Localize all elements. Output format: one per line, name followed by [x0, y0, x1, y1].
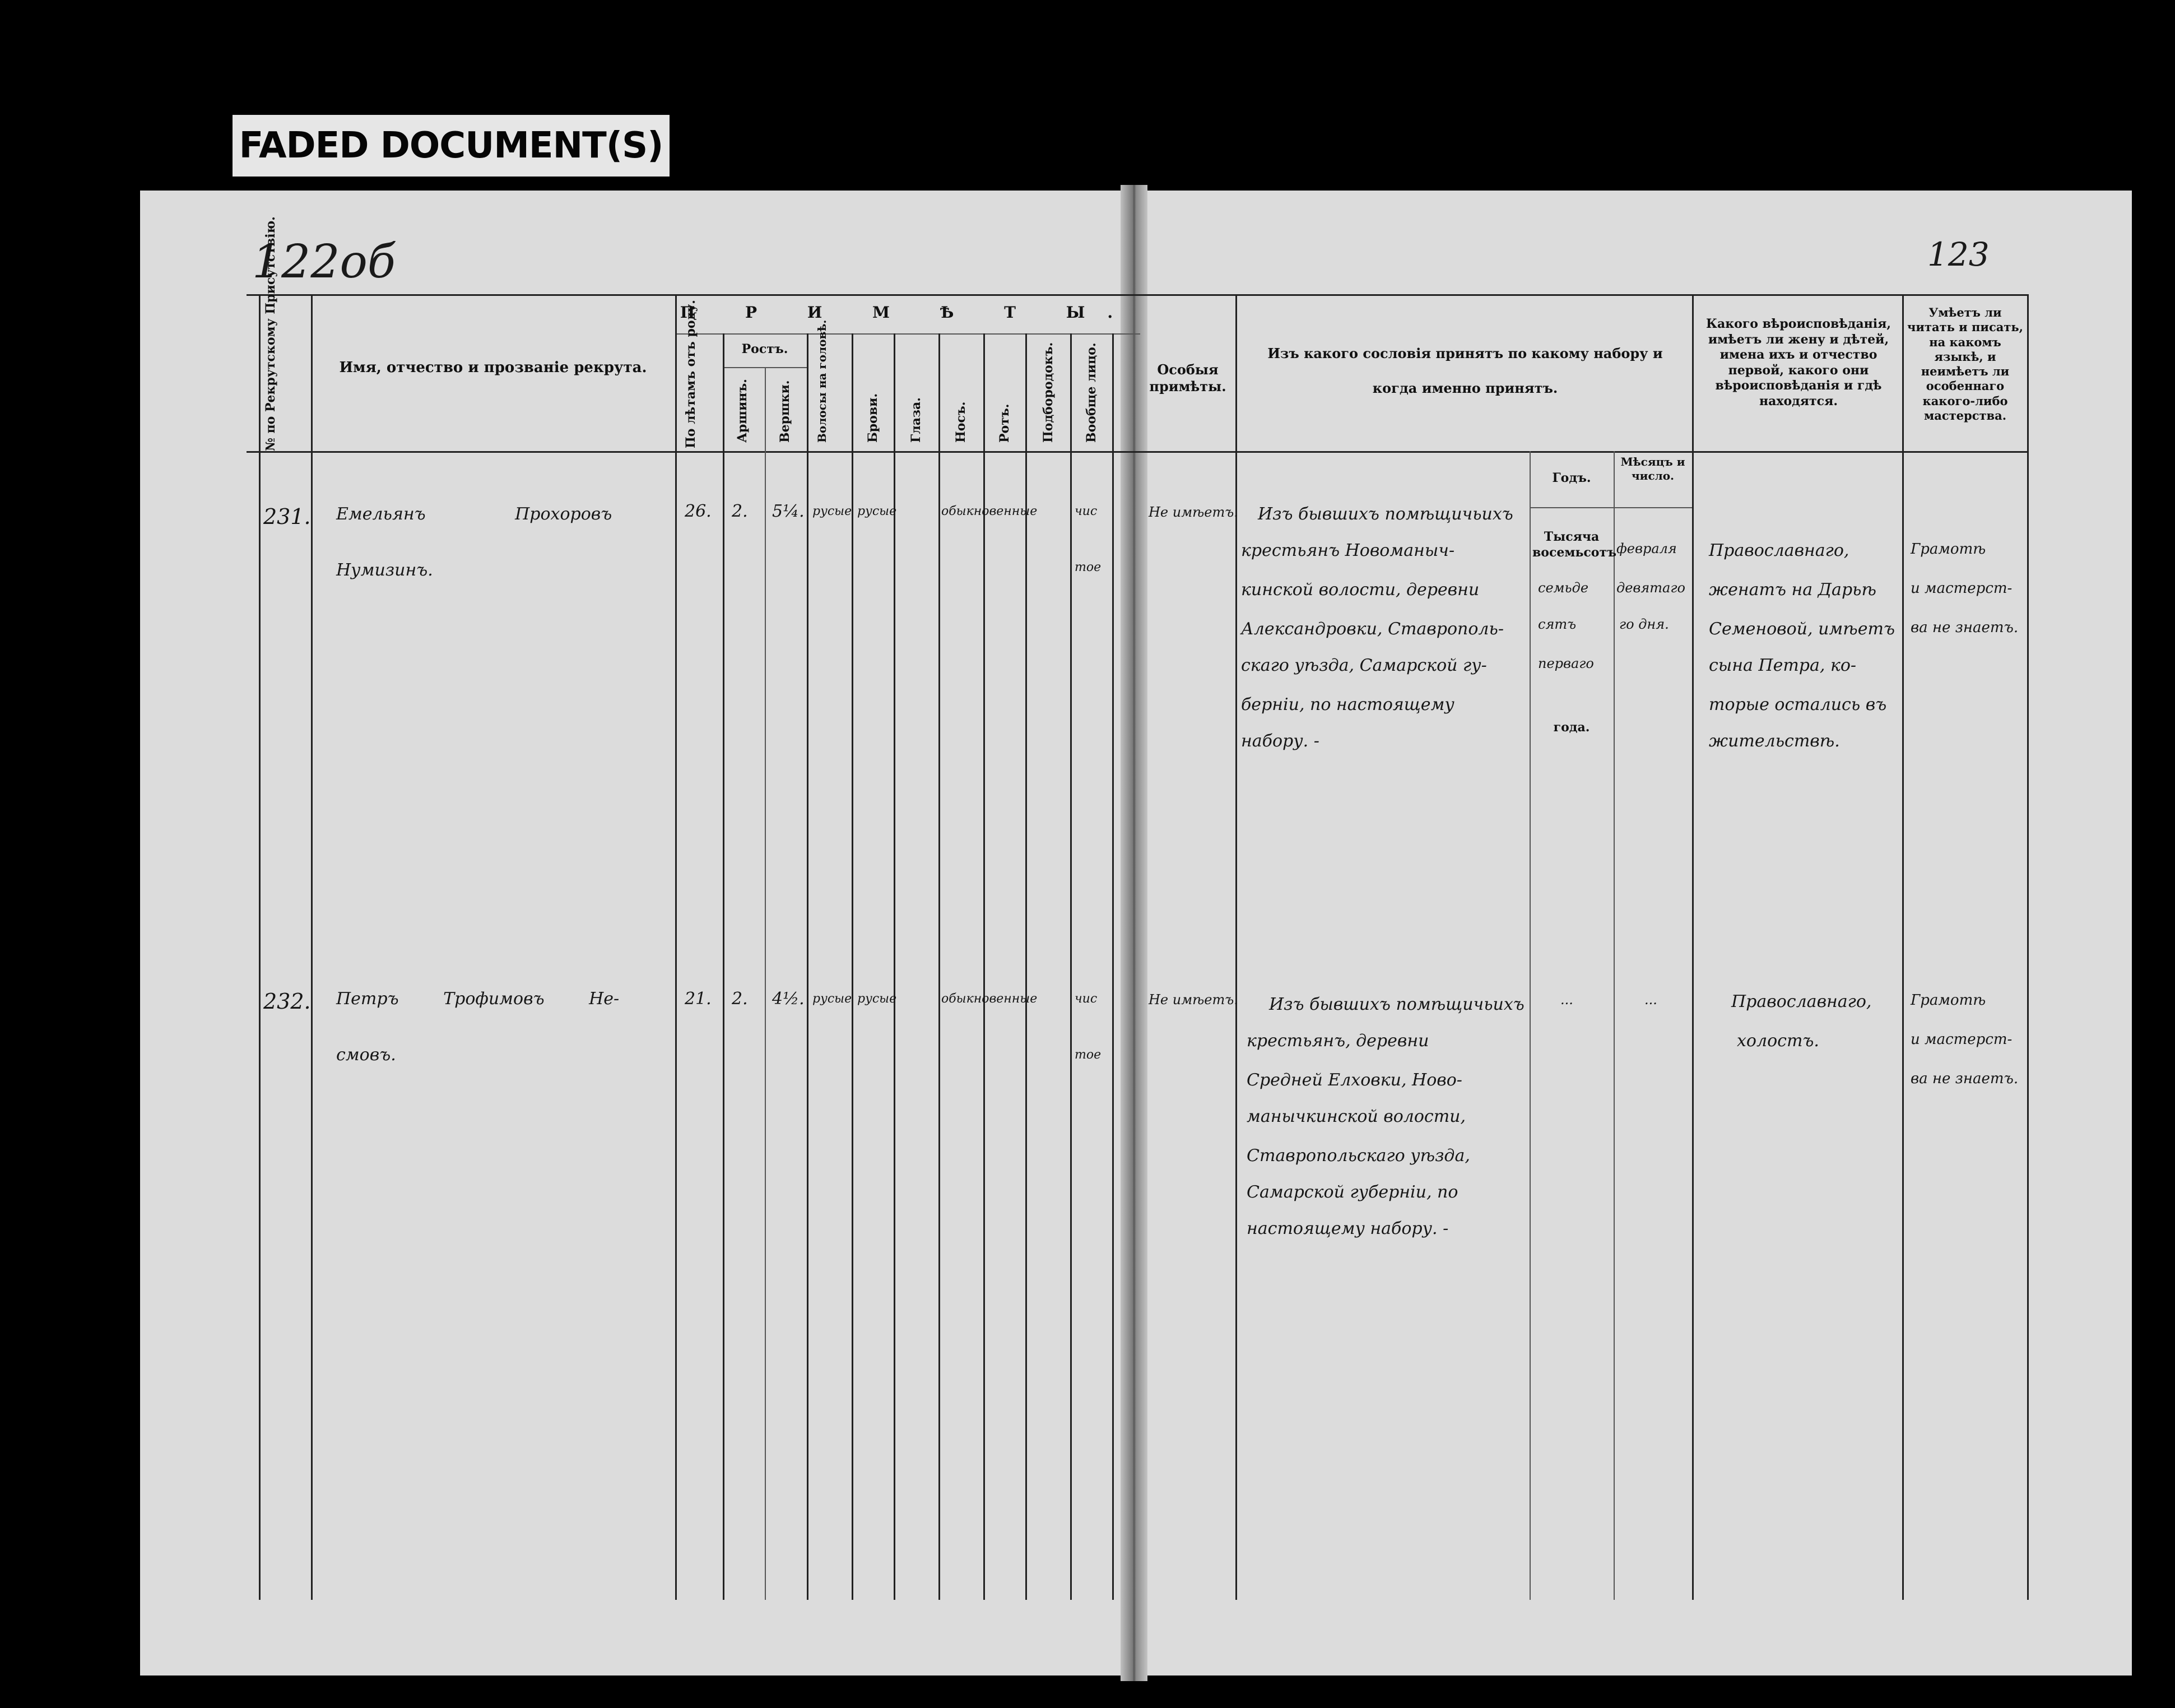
header-special-signs: Особыя примѣты. — [1149, 361, 1226, 394]
col-rule — [1025, 333, 1027, 1600]
row2-faith-2: холостъ. — [1737, 1031, 1819, 1051]
row1-estate-l5: скаго уѣзда, Самарской гу- — [1241, 656, 1487, 675]
col-rule — [1692, 294, 1694, 1600]
row1-year-hand-3: перваго — [1538, 656, 1594, 671]
header-recruit-name: Имя, отчество и прозваніе рекрута. — [339, 359, 647, 376]
row2-estate-l4: манычкинской волости, — [1247, 1107, 1466, 1126]
row2-hair: русые — [812, 992, 852, 1006]
row2-arshin: 2. — [732, 989, 748, 1009]
row1-faith-2: женатъ на Дарьѣ — [1709, 580, 1876, 600]
table-top-rule — [247, 294, 2028, 296]
col-rule — [765, 367, 766, 1600]
row1-brows: русые — [857, 504, 897, 518]
row2-estate-l2: крестьянъ, деревни — [1247, 1031, 1429, 1051]
col-rule — [983, 333, 985, 1600]
row2-literacy-3: ва не знаетъ. — [1911, 1070, 2019, 1087]
col-rule — [1112, 333, 1114, 1600]
row1-faith-6: жительствѣ. — [1709, 731, 1840, 751]
row2-eyes-nose: обыкновенные — [941, 992, 1038, 1006]
header-signs-title: П Р И М Ѣ Т Ы. — [680, 303, 1136, 322]
row1-number: 231. — [263, 504, 311, 529]
header-brows: Брови. — [866, 393, 880, 443]
row1-month-3: го дня. — [1619, 616, 1669, 632]
book-spine — [1121, 185, 1147, 1681]
row2-month-ditto: ... — [1644, 992, 1657, 1008]
col-rule — [723, 333, 724, 1600]
row1-faith-4: сына Петра, ко- — [1709, 656, 1857, 675]
row1-face-line2: тое — [1075, 560, 1102, 574]
row1-vershok: 5¼. — [772, 502, 805, 521]
row1-age: 26. — [685, 502, 712, 521]
row1-estate-l4: Александровки, Ставрополь- — [1241, 619, 1504, 639]
row2-faith-1: Православнаго, — [1731, 992, 1872, 1011]
header-record-number: № по Рекрутскому Присутствію. — [263, 216, 278, 451]
row1-year-suffix: года. — [1553, 720, 1590, 735]
header-mouth: Ротъ. — [997, 403, 1012, 443]
row2-number: 232. — [263, 989, 311, 1014]
col-rule — [938, 333, 940, 1600]
row2-literacy-1: Грамотѣ — [1911, 992, 1986, 1009]
header-hair: Волосы на головѣ. — [815, 319, 829, 443]
row1-estate-l7: набору. - — [1241, 731, 1319, 751]
header-year: Годъ. — [1552, 471, 1591, 485]
row1-literacy-1: Грамотѣ — [1911, 541, 1986, 558]
row2-estate-l1: Изъ бывшихъ помѣщичьихъ — [1269, 995, 1525, 1014]
header-age: По лѣтамъ отъ роду. — [684, 300, 698, 448]
row2-literacy-2: и мастерст- — [1911, 1031, 2013, 1048]
header-eyes: Глаза. — [909, 397, 923, 443]
row1-year-printed: Тысяча восемьсотъ — [1532, 530, 1616, 560]
row2-estate-l6: Самарской губерніи, по — [1247, 1182, 1458, 1202]
col-rule — [2027, 294, 2029, 1600]
header-arshin: Аршинъ. — [735, 379, 750, 443]
row2-brows: русые — [857, 992, 897, 1006]
row1-month-2: девятаго — [1616, 580, 1685, 596]
header-face: Вообще лицо. — [1084, 342, 1099, 443]
header-height-group: Ростъ. — [741, 342, 788, 356]
row2-special: Не имѣетъ. — [1149, 992, 1238, 1008]
row1-estate-l3: кинской волости, деревни — [1241, 580, 1480, 600]
header-vershok: Вершки. — [778, 380, 792, 443]
row2-estate-l3: Средней Елховки, Ново- — [1247, 1070, 1462, 1090]
row1-face-line1: чис — [1075, 504, 1098, 518]
year-subheader-rule — [1530, 507, 1692, 508]
row1-estate-l6: берніи, по настоящему — [1241, 695, 1454, 714]
row1-special: Не имѣетъ. — [1149, 504, 1238, 520]
row1-month-1: февраля — [1616, 541, 1677, 556]
row1-name-line1: Емельянъ Прохоровъ — [336, 504, 612, 524]
row2-year-ditto: ... — [1560, 992, 1573, 1008]
row2-face-line2: тое — [1075, 1048, 1102, 1062]
col-rule — [1235, 294, 1237, 1600]
header-faith-family: Какого вѣроисповѣданія, имѣетъ ли жену и дѣтей, имена ихъ и отчество первой, какого они вѣроисповѣданія и гдѣ находятся. — [1706, 317, 1891, 409]
row1-faith-1: Православнаго, — [1709, 541, 1849, 560]
folio-number-left: 122об — [252, 235, 396, 289]
header-literacy: Умѣетъ ли читать и писать, на какомъ языкѣ, и неимѣетъ ли особеннаго какого-либо мастерства. — [1907, 305, 2023, 423]
col-rule — [259, 294, 261, 1600]
row1-estate-l1: Изъ бывшихъ помѣщичьихъ — [1258, 504, 1513, 524]
row2-estate-l5: Ставропольскаго уѣзда, — [1247, 1146, 1470, 1166]
row2-estate-l7: настоящему набору. - — [1247, 1219, 1449, 1238]
row1-eyes-nose: обыкновенные — [941, 504, 1038, 518]
row2-vershok: 4½. — [772, 989, 805, 1009]
row1-year-hand-2: сятъ — [1538, 616, 1577, 632]
row1-year-hand-1: семьде — [1538, 580, 1589, 596]
header-chin: Подбородокъ. — [1041, 342, 1056, 443]
col-rule — [852, 333, 853, 1600]
row2-name-line2: смовъ. — [336, 1045, 396, 1065]
col-rule — [807, 333, 808, 1600]
col-rule — [1902, 294, 1904, 1600]
folio-number-right: 123 — [1927, 235, 1990, 273]
col-rule — [311, 294, 313, 1600]
row2-face-line1: чис — [1075, 992, 1098, 1006]
row2-name-line1: Петръ Трофимовъ Не- — [336, 989, 620, 1009]
row1-arshin: 2. — [732, 502, 748, 521]
col-rule — [1530, 451, 1531, 1600]
row1-literacy-3: ва не знаетъ. — [1911, 619, 2019, 636]
col-rule — [675, 294, 677, 1600]
row1-literacy-2: и мастерст- — [1911, 580, 2013, 597]
row1-faith-3: Семеновой, имѣетъ — [1709, 619, 1895, 639]
row1-hair: русые — [812, 504, 852, 518]
row1-faith-5: торые остались въ — [1709, 695, 1887, 714]
row2-age: 21. — [685, 989, 712, 1009]
col-rule — [1614, 451, 1615, 1600]
col-rule — [894, 333, 895, 1600]
col-rule — [1070, 333, 1072, 1600]
header-nose: Носъ. — [954, 401, 968, 443]
row1-name-line2: Нумизинъ. — [336, 560, 433, 580]
header-month-day: Мѣсяцъ и число. — [1620, 455, 1685, 482]
header-estate: Изъ какого сословія принятъ по какому набору и когда именно принятъ. — [1267, 345, 1663, 397]
faded-documents-banner: FADED DOCUMENT(S) — [233, 115, 670, 177]
row1-estate-l2: крестьянъ Новоманыч- — [1241, 541, 1455, 560]
header-bottom-rule — [247, 451, 2028, 453]
